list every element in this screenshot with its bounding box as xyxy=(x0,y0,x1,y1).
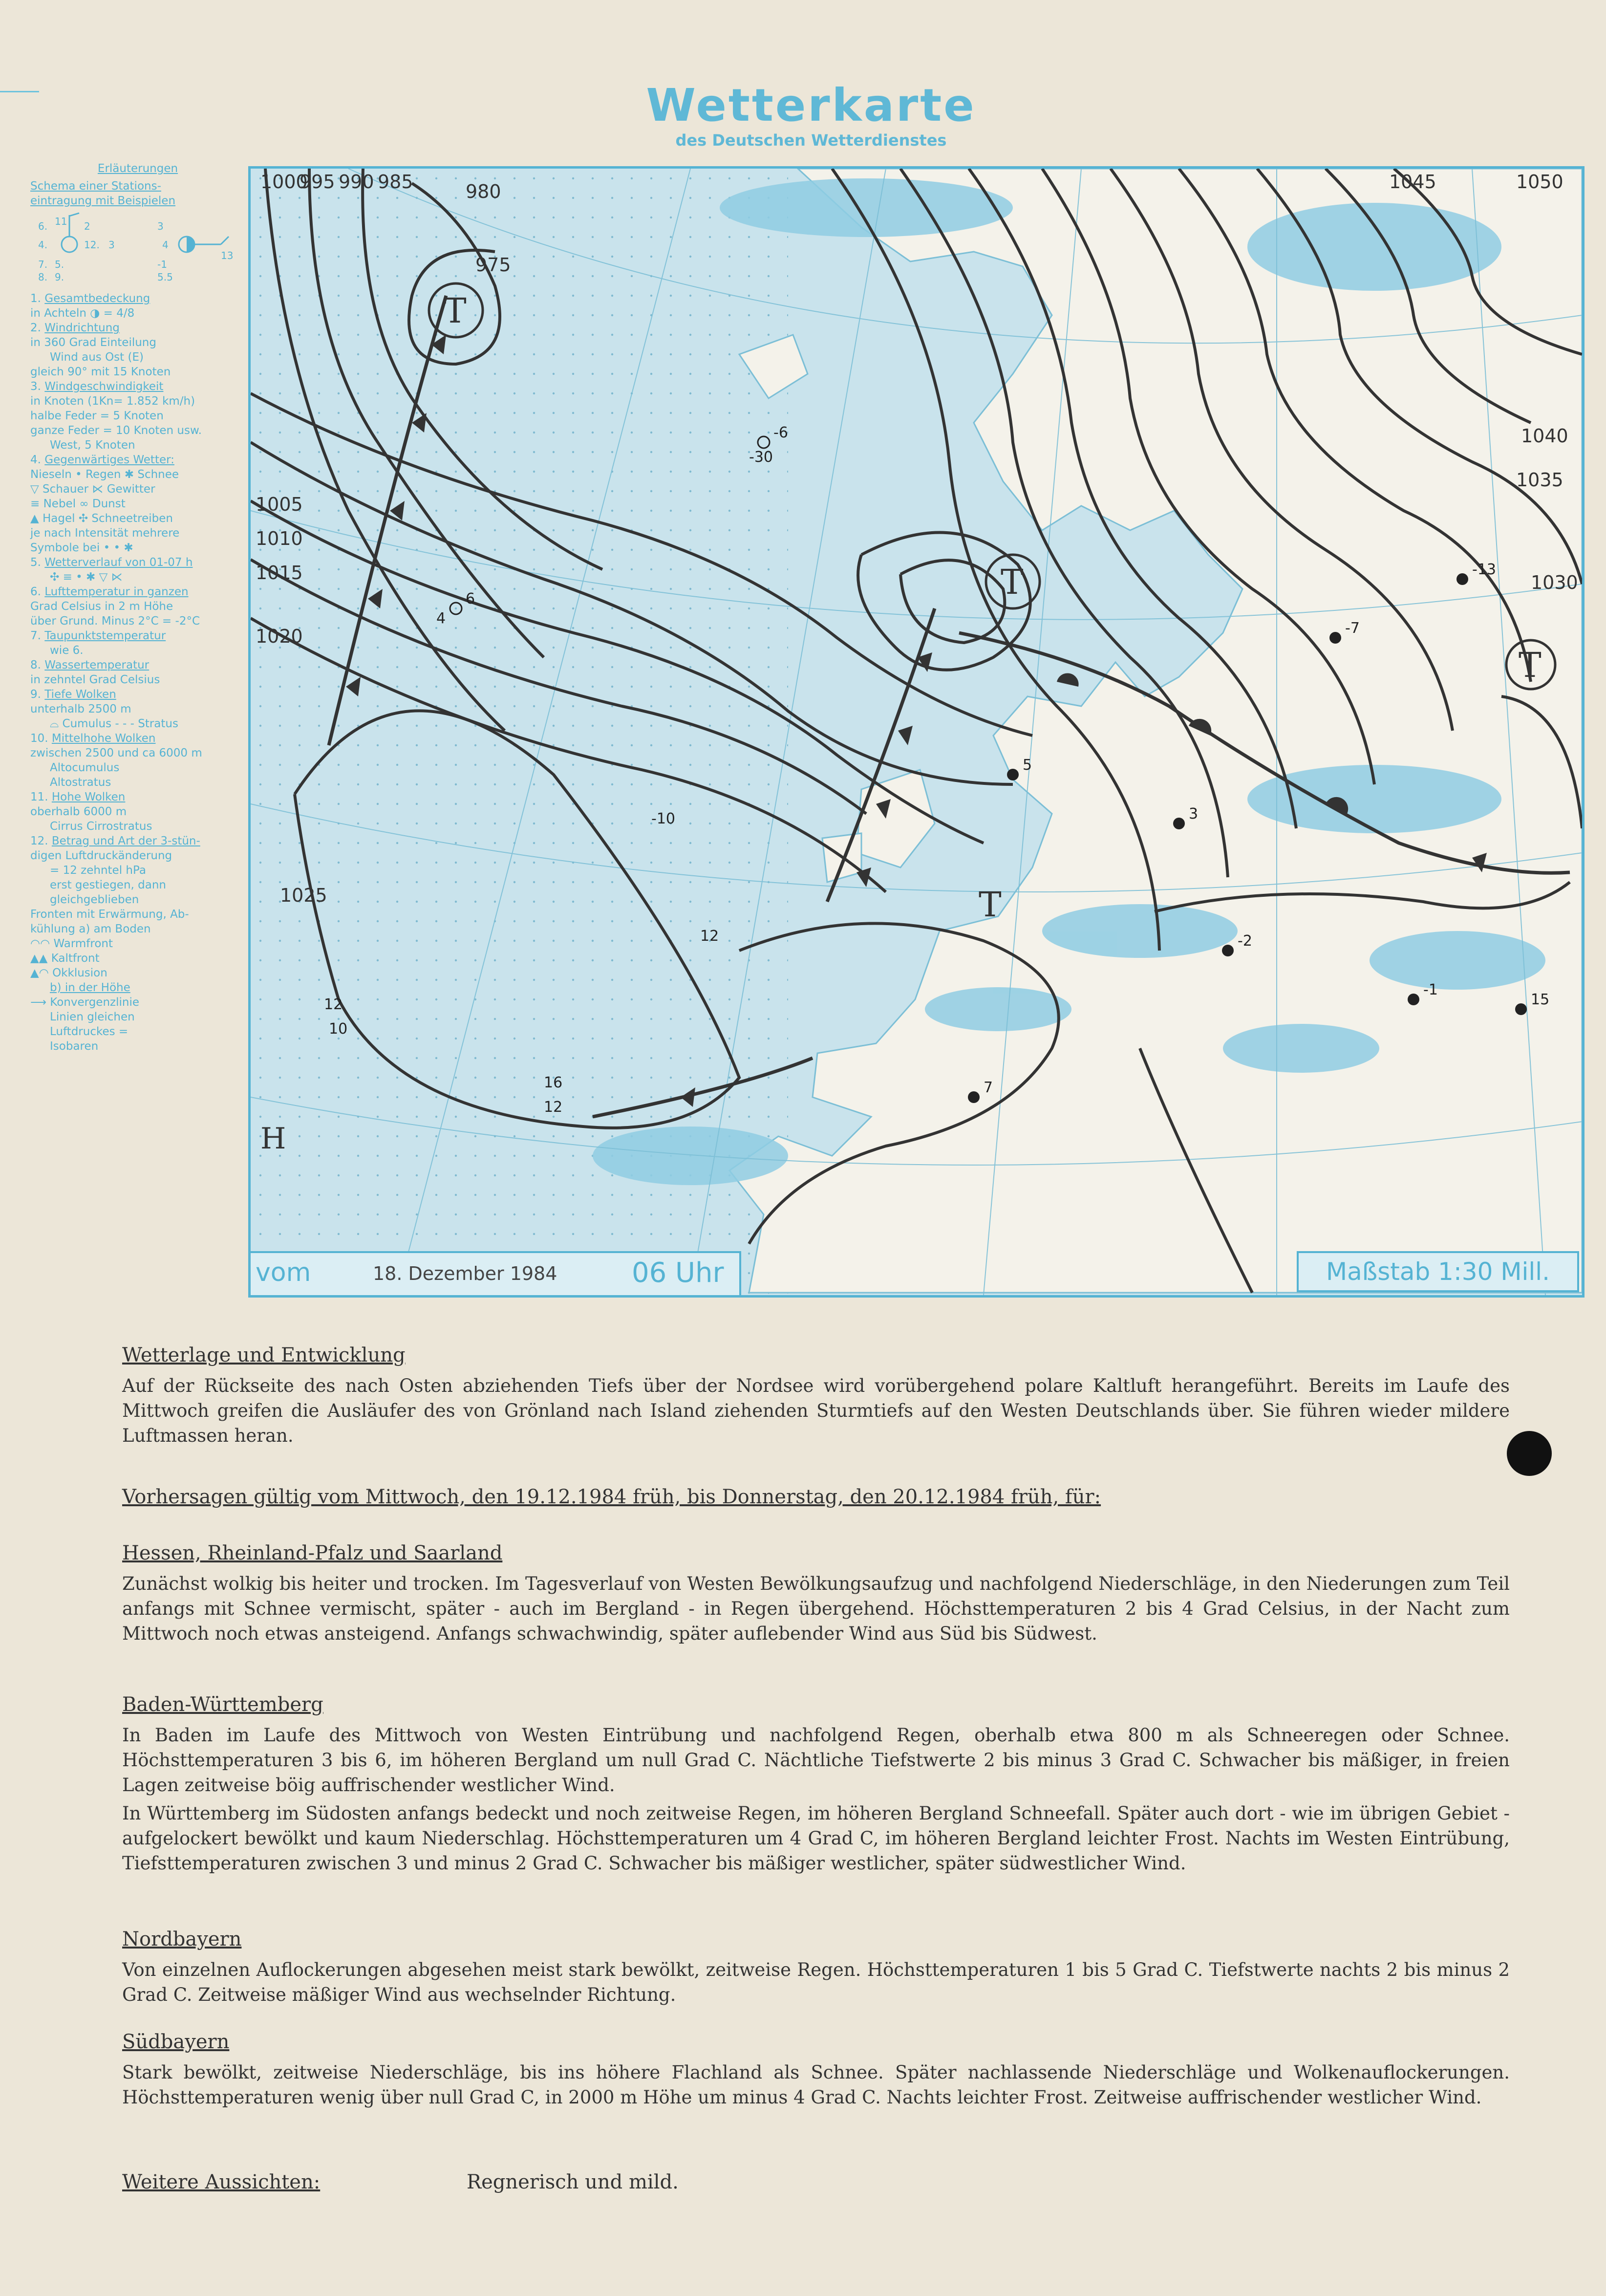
svg-text:13: 13 xyxy=(221,250,234,261)
isobar-label: 1010 xyxy=(256,528,303,549)
legend-item-7: 7. Taupunktstemperatur wie 6. xyxy=(30,629,166,657)
region-nordbayern-text: Von einzelnen Auflockerungen abgesehen meist stark bewölkt, zeitweise Regen. Höchsttemperaturen 1 bis 5 Grad C. Tiefstwerte nachts 2 bis minus 2 Grad C. Zeitweise mäßiger Wind aus wechselnder Richtung. xyxy=(122,1959,1510,2005)
svg-text:12.: 12. xyxy=(84,239,100,251)
isobar-label: 985 xyxy=(378,171,413,193)
svg-text:12: 12 xyxy=(544,1099,563,1116)
map-hour: 06 Uhr xyxy=(632,1257,724,1289)
svg-text:-1: -1 xyxy=(1423,981,1438,998)
station-model-diagram xyxy=(35,210,240,283)
isobar-label: 1050 xyxy=(1516,171,1563,193)
svg-text:9.: 9. xyxy=(55,271,64,283)
high-pressure-label: H xyxy=(260,1122,286,1156)
isobar-label: 975 xyxy=(475,254,511,276)
svg-text:6.: 6. xyxy=(38,220,48,232)
legend-item-12: 12. Betrag und Art der 3-stün- digen Luftdruckänderung = 12 zehntel hPa erst gestiegen, dann gleichgeblieben xyxy=(30,835,200,906)
konvergenz-icon: ⟶ xyxy=(30,996,46,1009)
outlook-label: Weitere Aussichten: xyxy=(122,2171,321,2193)
region-hessen-heading: Hessen, Rheinland-Pfalz und Saarland xyxy=(122,1542,503,1564)
margin-mark xyxy=(0,91,39,92)
outlook-value: Regnerisch und mild. xyxy=(467,2171,679,2193)
svg-text:16: 16 xyxy=(544,1074,563,1091)
forecast-validity-heading: Vorhersagen gültig vom Mittwoch, den 19.12.1984 früh, bis Donnerstag, den 20.12.1984 früh, für: xyxy=(122,1486,1101,1508)
legend-schema-line: eintragung mit Beispielen xyxy=(30,195,176,207)
svg-text:2: 2 xyxy=(84,220,90,232)
low-center: T xyxy=(979,885,1002,925)
isobar-label: 980 xyxy=(466,181,501,202)
svg-text:12: 12 xyxy=(324,996,343,1013)
page-title: Wetterkarte xyxy=(646,79,976,131)
map-date: 18. Dezember 1984 xyxy=(373,1263,557,1284)
map-scale: Maßstab 1:30 Mill. xyxy=(1297,1251,1579,1292)
okklusion-icon: ▲◠ xyxy=(30,967,49,979)
svg-text:7.: 7. xyxy=(38,259,48,270)
region-bw-text-2: In Württemberg im Südosten anfangs bedeckt und noch zeitweise Regen, im höheren Bergland Schneefall. Später auch dort - wie im übrigen Gebiet - aufgelockert bewölkt und kaum Niederschlag. Höchsttemperaturen um 4 Grad C, im höheren Bergland leichter Frost. Nachts im Westen Eintrübung, Tiefsttemperaturen zwischen 3 und minus 2 Grad C. Schwacher bis mäßiger westlicher, später südwestlicher Wind. xyxy=(122,1803,1510,1874)
low-center: T xyxy=(1519,645,1542,685)
map-drawing xyxy=(251,169,1582,1295)
region-bw-text-1: In Baden im Laufe des Mittwoch von Westen Eintrübung und nachfolgend Regen, oberhalb etwa 800 m als Schneeregen oder Schnee. Höchsttemperaturen 3 bis 6, im höheren Bergland um null Grad C. Nächtliche Tiefstwerte 2 bis minus 3 Grad C. Schwacher bis mäßiger, in freien Lagen zeitweise böig auffrischender westlicher Wind. xyxy=(122,1725,1510,1796)
region-suedbayern-text: Stark bewölkt, zeitweise Niederschläge, bis ins höhere Flachland als Schnee. Später nachlassende Niederschläge und Wolkenauflockerungen. Höchsttemperaturen wenig über null Grad C, in 2000 m Höhe um minus 4 Grad C. Nachts leichter Frost. Zeitweise auffrischender westlicher Wind. xyxy=(122,2062,1510,2108)
svg-text:-1: -1 xyxy=(157,259,167,270)
region-nordbayern-heading: Nordbayern xyxy=(122,1928,242,1950)
svg-text:4.: 4. xyxy=(38,239,48,251)
svg-text:7: 7 xyxy=(984,1079,993,1096)
svg-text:10: 10 xyxy=(329,1020,348,1038)
legend-heading: Erläuterungen xyxy=(97,162,178,175)
svg-text:8.: 8. xyxy=(38,271,48,283)
isobar-label: 1005 xyxy=(256,494,303,515)
legend-panel xyxy=(30,161,245,1054)
isobar-label: 1020 xyxy=(256,626,303,647)
isobar-label: 1045 xyxy=(1389,171,1436,193)
svg-text:3: 3 xyxy=(108,239,115,251)
svg-text:-10: -10 xyxy=(651,810,675,827)
svg-text:-30: -30 xyxy=(749,449,773,466)
region-bw-heading: Baden-Württemberg xyxy=(122,1693,323,1716)
legend-item-5: 5. Wetterverlauf von 01-07 h ✣ ≡ • ✱ ▽ ⋉ xyxy=(30,556,193,584)
isobar-label: 1015 xyxy=(256,562,303,584)
svg-text:5.5: 5.5 xyxy=(157,271,173,283)
legend-schema-line: Schema einer Stations- xyxy=(30,180,161,193)
legend-item-8: 8. Wassertemperatur in zehntel Grad Celsius xyxy=(30,659,160,686)
section-wetterlage-text: Auf der Rückseite des nach Osten abziehenden Tiefs über der Nordsee wird vorübergehend polare Kaltluft herangeführt. Bereits im Laufe des Mittwoch greifen die Ausläufer des von Grönland nach Island ziehenden Sturmtiefs auf den Westen Deutschlands über. Sie führen wieder mildere Luftmassen heran. xyxy=(122,1375,1510,1446)
svg-text:5.: 5. xyxy=(55,259,64,270)
svg-text:3: 3 xyxy=(1189,805,1199,823)
isobar-label: 1030 xyxy=(1531,572,1578,593)
svg-text:6: 6 xyxy=(466,590,475,607)
isobar-label: 990 xyxy=(339,171,374,193)
legend-item-10: 10. Mittelhohe Wolken zwischen 2500 und ca 6000 m Altocumulus Altostratus xyxy=(30,732,202,789)
kaltfront-icon: ▲▲ xyxy=(30,952,48,965)
low-center: T xyxy=(444,291,467,331)
isobar-label: 1000 xyxy=(260,171,308,193)
region-suedbayern-heading: Südbayern xyxy=(122,2031,230,2053)
legend-item-3: 3. Windgeschwindigkeit in Knoten (1Kn= 1.852 km/h) halbe Feder = 5 Knoten ganze Feder = 10 Knoten usw. West, 5 Knoten xyxy=(30,380,202,452)
section-wetterlage-heading: Wetterlage und Entwicklung xyxy=(122,1344,406,1366)
legend-fronts: Fronten mit Erwärmung, Ab- kühlung a) am Boden ◠◠ Warmfront ▲▲ Kaltfront ▲◠ Okklusion b) in der Höhe ⟶ Konvergenzlinie Linien gleichen Luftdruckes = Isobaren xyxy=(30,908,189,1053)
map-vom: vom xyxy=(256,1258,311,1287)
svg-text:3: 3 xyxy=(157,220,164,232)
warmfront-icon: ◠◠ xyxy=(30,937,50,950)
svg-text:12: 12 xyxy=(700,928,719,945)
legend-item-9: 9. Tiefe Wolken unterhalb 2500 m ⌓ Cumulus - - - Stratus xyxy=(30,688,178,730)
isobar-label: 1025 xyxy=(280,885,327,906)
svg-text:11: 11 xyxy=(55,216,67,227)
svg-text:4: 4 xyxy=(436,610,446,627)
map-date-box xyxy=(251,1251,741,1295)
svg-text:-6: -6 xyxy=(773,424,788,441)
legend-item-4: 4. Gegenwärtiges Wetter: Nieseln • Regen ✱ Schnee ▽ Schauer ⋉ Gewitter ≡ Nebel ∞ Dunst ▲ Hagel ✣ Schneetreiben je nach Intensität mehrere Symbole bei • • ✱ xyxy=(30,454,180,554)
low-center: T xyxy=(1001,562,1024,602)
legend-item-1: 1. Gesamtbedeckung in Achteln ◑ = 4/8 xyxy=(30,292,150,320)
weather-map xyxy=(248,166,1585,1298)
svg-text:-13: -13 xyxy=(1472,561,1496,578)
isobar-label: 1035 xyxy=(1516,469,1563,491)
svg-text:5: 5 xyxy=(1023,757,1032,774)
legend-item-6: 6. Lufttemperatur in ganzen Grad Celsius in 2 m Höhe über Grund. Minus 2°C = -2°C xyxy=(30,585,200,628)
isobar-label: 995 xyxy=(300,171,335,193)
svg-text:15: 15 xyxy=(1531,991,1550,1008)
isobar-label: 1040 xyxy=(1521,425,1568,447)
legend-item-2: 2. Windrichtung in 360 Grad Einteilung Wind aus Ost (E) gleich 90° mit 15 Knoten xyxy=(30,322,171,378)
svg-text:-7: -7 xyxy=(1345,620,1360,637)
svg-text:-2: -2 xyxy=(1238,932,1252,950)
svg-text:4: 4 xyxy=(162,239,169,251)
punch-hole-bottom xyxy=(1507,1431,1552,1476)
region-hessen-text: Zunächst wolkig bis heiter und trocken. Im Tagesverlauf von Westen Bewölkungsaufzug und nachfolgend Niederschläge, in den Niederungen zum Teil anfangs mit Schnee vermischt, später - auch im Bergland - in Regen übergehend. Höchsttemperaturen 2 bis 4 Grad Celsius, in der Nacht zum Mittwoch noch etwas ansteigend. Anfangs schwachwindig, später auflebender Wind aus Süd bis Südwest. xyxy=(122,1573,1510,1644)
legend-item-11: 11. Hohe Wolken oberhalb 6000 m Cirrus Cirrostratus xyxy=(30,791,152,833)
page-subtitle: des Deutschen Wetterdienstes xyxy=(675,131,947,150)
